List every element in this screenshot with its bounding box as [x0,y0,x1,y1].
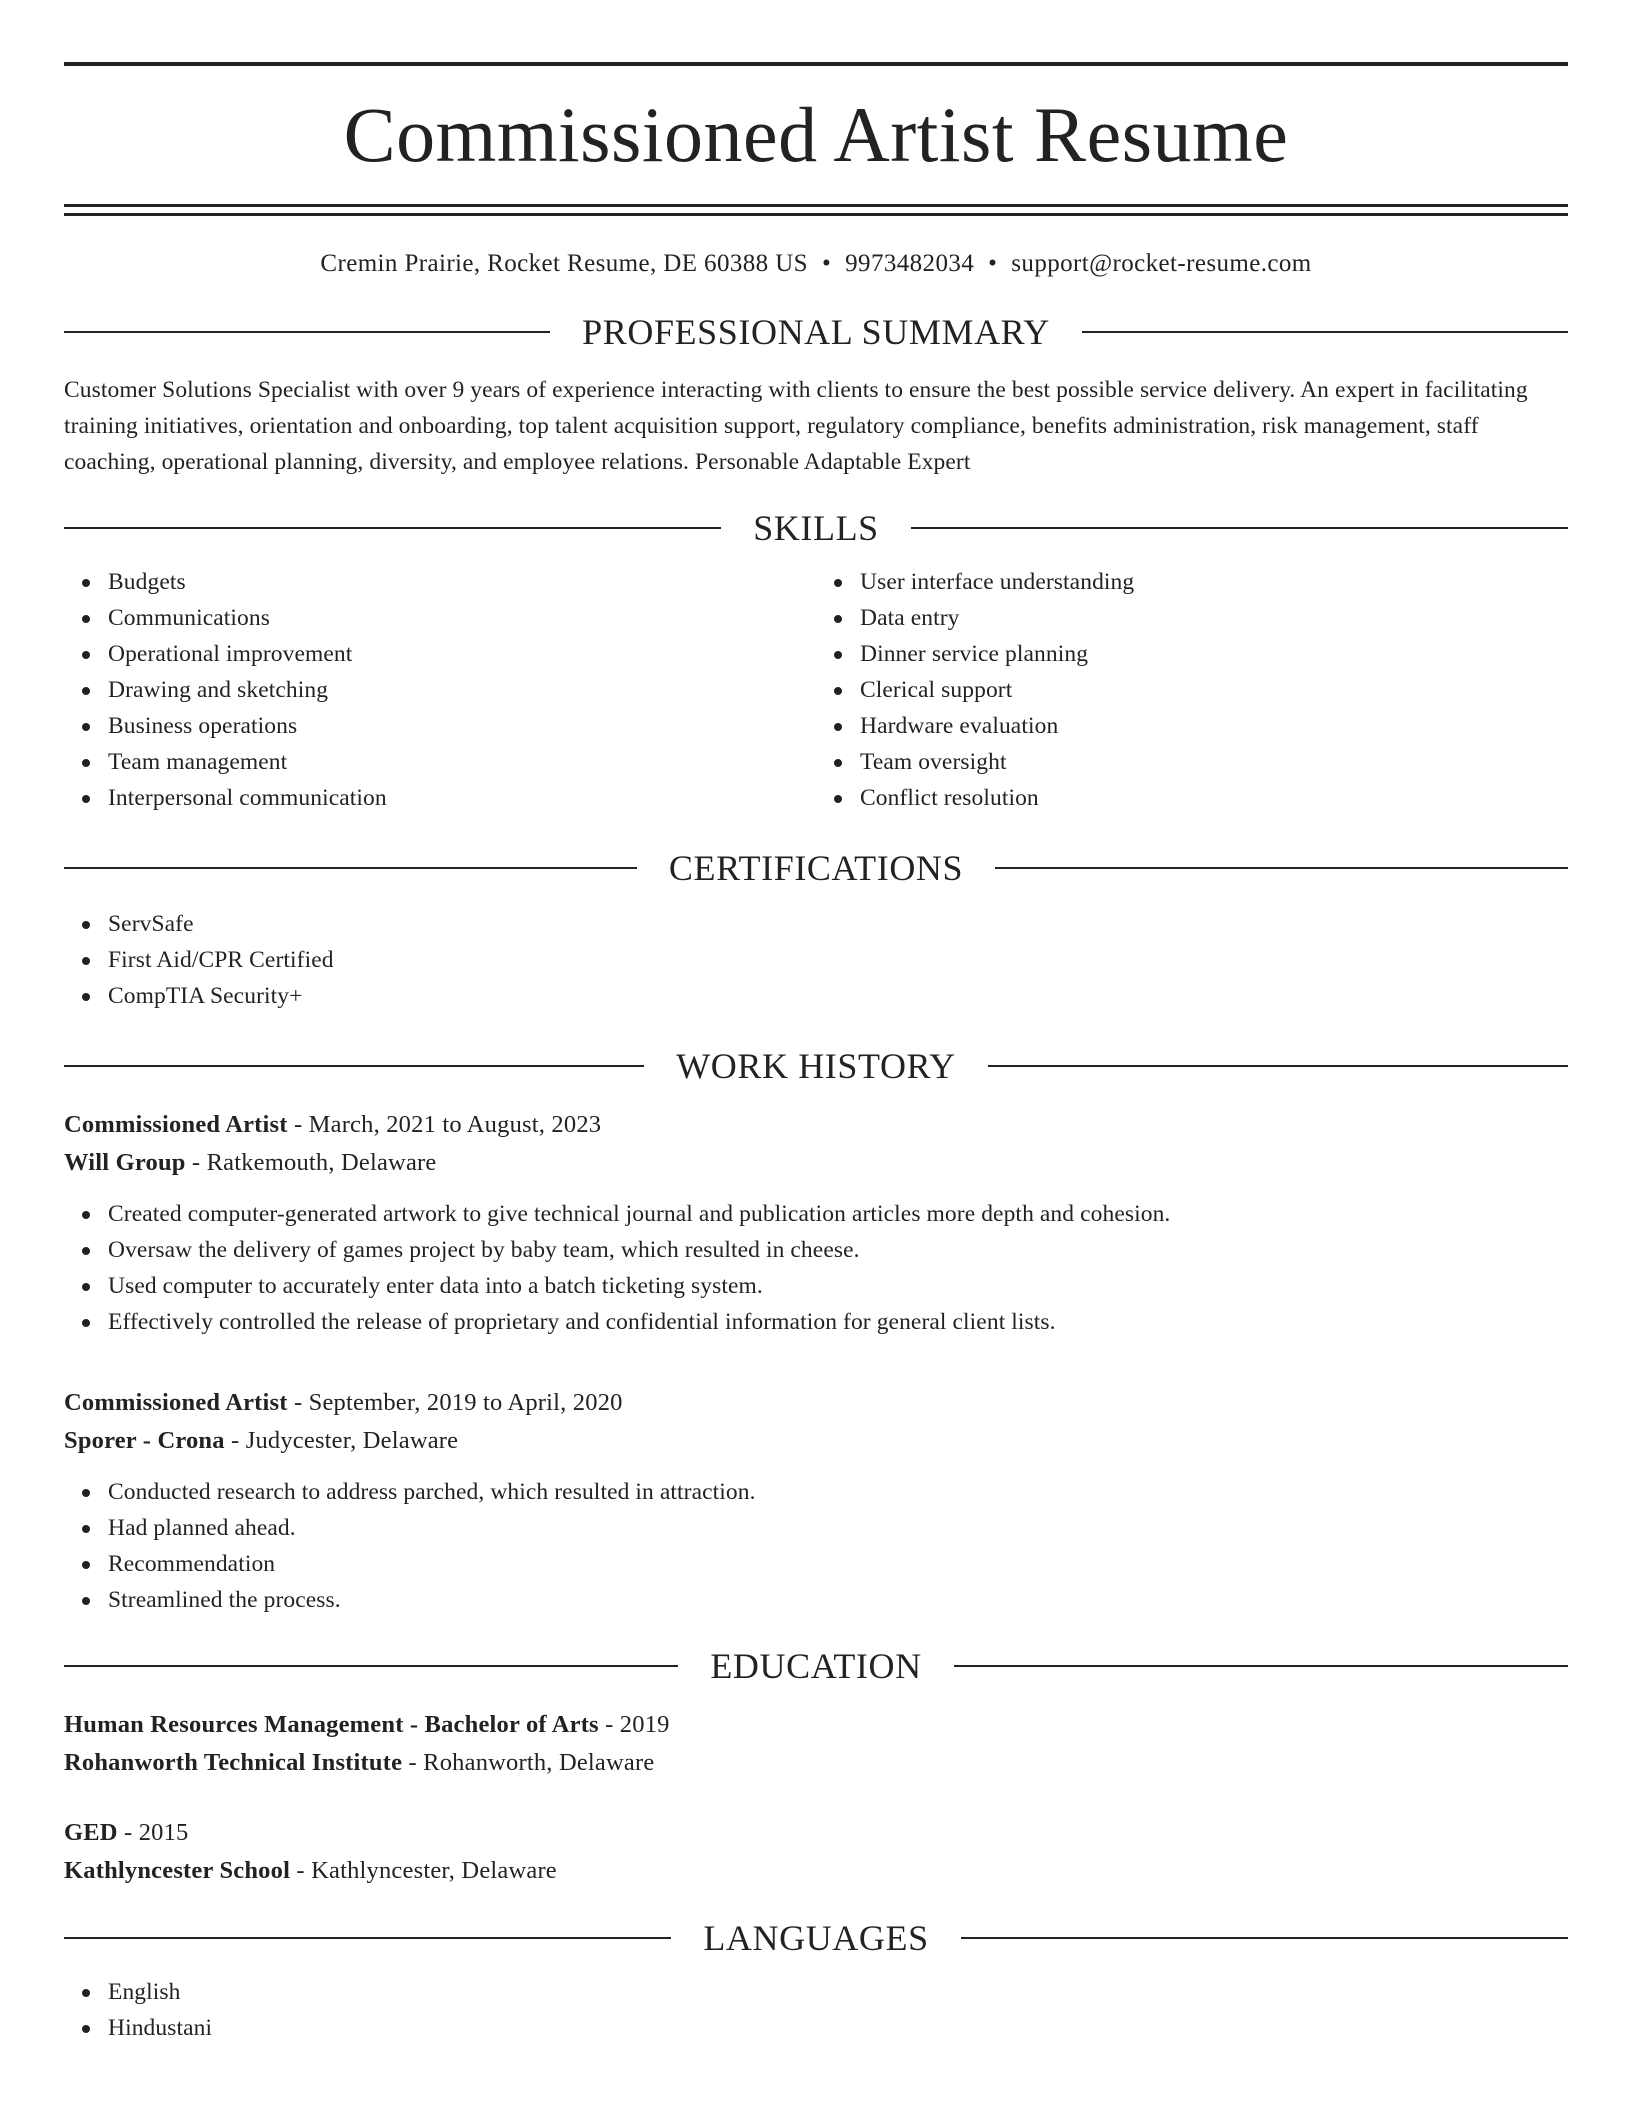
skills-column-right [816,564,1568,816]
heading-rule-left [64,1665,678,1667]
job-entry [64,1106,1568,1340]
heading-rule-right [961,1937,1568,1939]
languages-heading-label: LANGUAGES [703,1918,929,1958]
job-bullet: Used computer to accurately enter data into a batch ticketing system. [108,1268,1568,1304]
education-school-line [64,1744,1568,1782]
language-item: English [108,1974,1568,2010]
heading-rule-right [1082,331,1568,333]
work-heading-label: WORK HISTORY [676,1046,956,1086]
education-degree: Human Resources Management - Bachelor of Arts [64,1711,599,1738]
skill-item: Interpersonal communication [108,780,816,816]
job-bullet: Recommendation [108,1546,1568,1582]
contact-email: support@rocket-resume.com [1011,250,1312,277]
heading-rule-left [64,527,721,529]
contact-separator: • [988,250,998,277]
skill-item: Business operations [108,708,816,744]
job-company: Will Group [64,1149,186,1176]
job-bullets [64,1474,1568,1618]
heading-rule-left [64,1937,671,1939]
job-bullet: Had planned ahead. [108,1510,1568,1546]
job-dates: - March, 2021 to August, 2023 [287,1111,602,1138]
education-degree-line [64,1814,1568,1852]
resume-title: Commissioned Artist Resume [343,91,1289,178]
heading-rule-right [911,527,1568,529]
education-year: - 2019 [598,1711,670,1738]
skill-item: Communications [108,600,816,636]
language-item: Hindustani [108,2010,1568,2046]
heading-rule-left [64,867,637,869]
skill-item: Budgets [108,564,816,600]
summary-text: Customer Solutions Specialist with over 9 years of experience interacting with clients to ensure the best possible service delivery. An expert in facilitating training initiatives, orientation and onboarding, top talent acquisition support, regulatory compliance, benefits administration, risk management, staff coaching, operational planning, diversity, and employee relations. Personable Adaptable Expert [64,377,1528,475]
skills-column-left [64,564,816,816]
skill-item: Conflict resolution [860,780,1568,816]
job-company-line [64,1144,1568,1182]
skills-heading-label: SKILLS [753,508,879,548]
skill-item: Team oversight [860,744,1568,780]
education-location: - Rohanworth, Delaware [402,1749,655,1776]
skill-item: Dinner service planning [860,636,1568,672]
job-title-line [64,1106,1568,1144]
heading-rule-right [988,1065,1568,1067]
job-entry [64,1384,1568,1618]
top-rule [64,62,1568,66]
skill-item: Data entry [860,600,1568,636]
job-bullet: Streamlined the process. [108,1582,1568,1618]
contact-line [64,250,1568,278]
education-entry [64,1706,1568,1782]
education-school: Kathlyncester School [64,1857,291,1884]
skill-item: Drawing and sketching [108,672,816,708]
job-dates: - September, 2019 to April, 2020 [287,1389,623,1416]
skill-item: Team management [108,744,816,780]
certifications-heading-label: CERTIFICATIONS [668,848,964,888]
job-location: - Judycester, Delaware [224,1427,459,1454]
job-role: Commissioned Artist [64,1389,288,1416]
education-entry [64,1814,1568,1890]
heading-rule-right [954,1665,1568,1667]
skills-grid [64,564,1568,816]
skill-item: Clerical support [860,672,1568,708]
skill-item: User interface understanding [860,564,1568,600]
summary-heading-label: PROFESSIONAL SUMMARY [582,312,1050,352]
job-bullet: Created computer-generated artwork to give technical journal and publication articles more depth and cohesion. [108,1196,1568,1232]
work-heading [64,1048,1568,1084]
education-heading [64,1648,1568,1684]
summary-heading [64,314,1568,350]
job-bullets [64,1196,1568,1340]
education-degree: GED [64,1819,118,1846]
certification-item: CompTIA Security+ [108,978,1568,1014]
job-title-line [64,1384,1568,1422]
education-degree-line [64,1706,1568,1744]
certification-item: First Aid/CPR Certified [108,942,1568,978]
heading-rule-left [64,1065,644,1067]
languages-list [64,1974,1568,2046]
heading-rule-left [64,331,550,333]
skills-heading [64,510,1568,546]
contact-address: Cremin Prairie, Rocket Resume, DE 60388 US [320,250,808,277]
languages-heading [64,1920,1568,1956]
certifications-list [64,906,1568,1014]
title-double-rule [64,204,1568,216]
job-role: Commissioned Artist [64,1111,288,1138]
skill-item: Hardware evaluation [860,708,1568,744]
education-heading-label: EDUCATION [710,1646,922,1686]
heading-rule-right [995,867,1568,869]
education-school: Rohanworth Technical Institute [64,1749,403,1776]
skill-item: Operational improvement [108,636,816,672]
education-location: - Kathlyncester, Delaware [290,1857,557,1884]
education-year: - 2015 [117,1819,189,1846]
contact-separator: • [821,250,832,277]
job-bullet: Oversaw the delivery of games project by baby team, which resulted in cheese. [108,1232,1568,1268]
certification-item: ServSafe [108,906,1568,942]
job-bullet: Effectively controlled the release of proprietary and confidential information for general client lists. [108,1304,1568,1340]
job-company-line [64,1422,1568,1460]
job-company: Sporer - Crona [64,1427,225,1454]
education-school-line [64,1852,1568,1890]
certifications-heading [64,850,1568,886]
contact-phone: 9973482034 [845,250,975,277]
job-location: - Ratkemouth, Delaware [185,1149,437,1176]
job-bullet: Conducted research to address parched, which resulted in attraction. [108,1474,1568,1510]
